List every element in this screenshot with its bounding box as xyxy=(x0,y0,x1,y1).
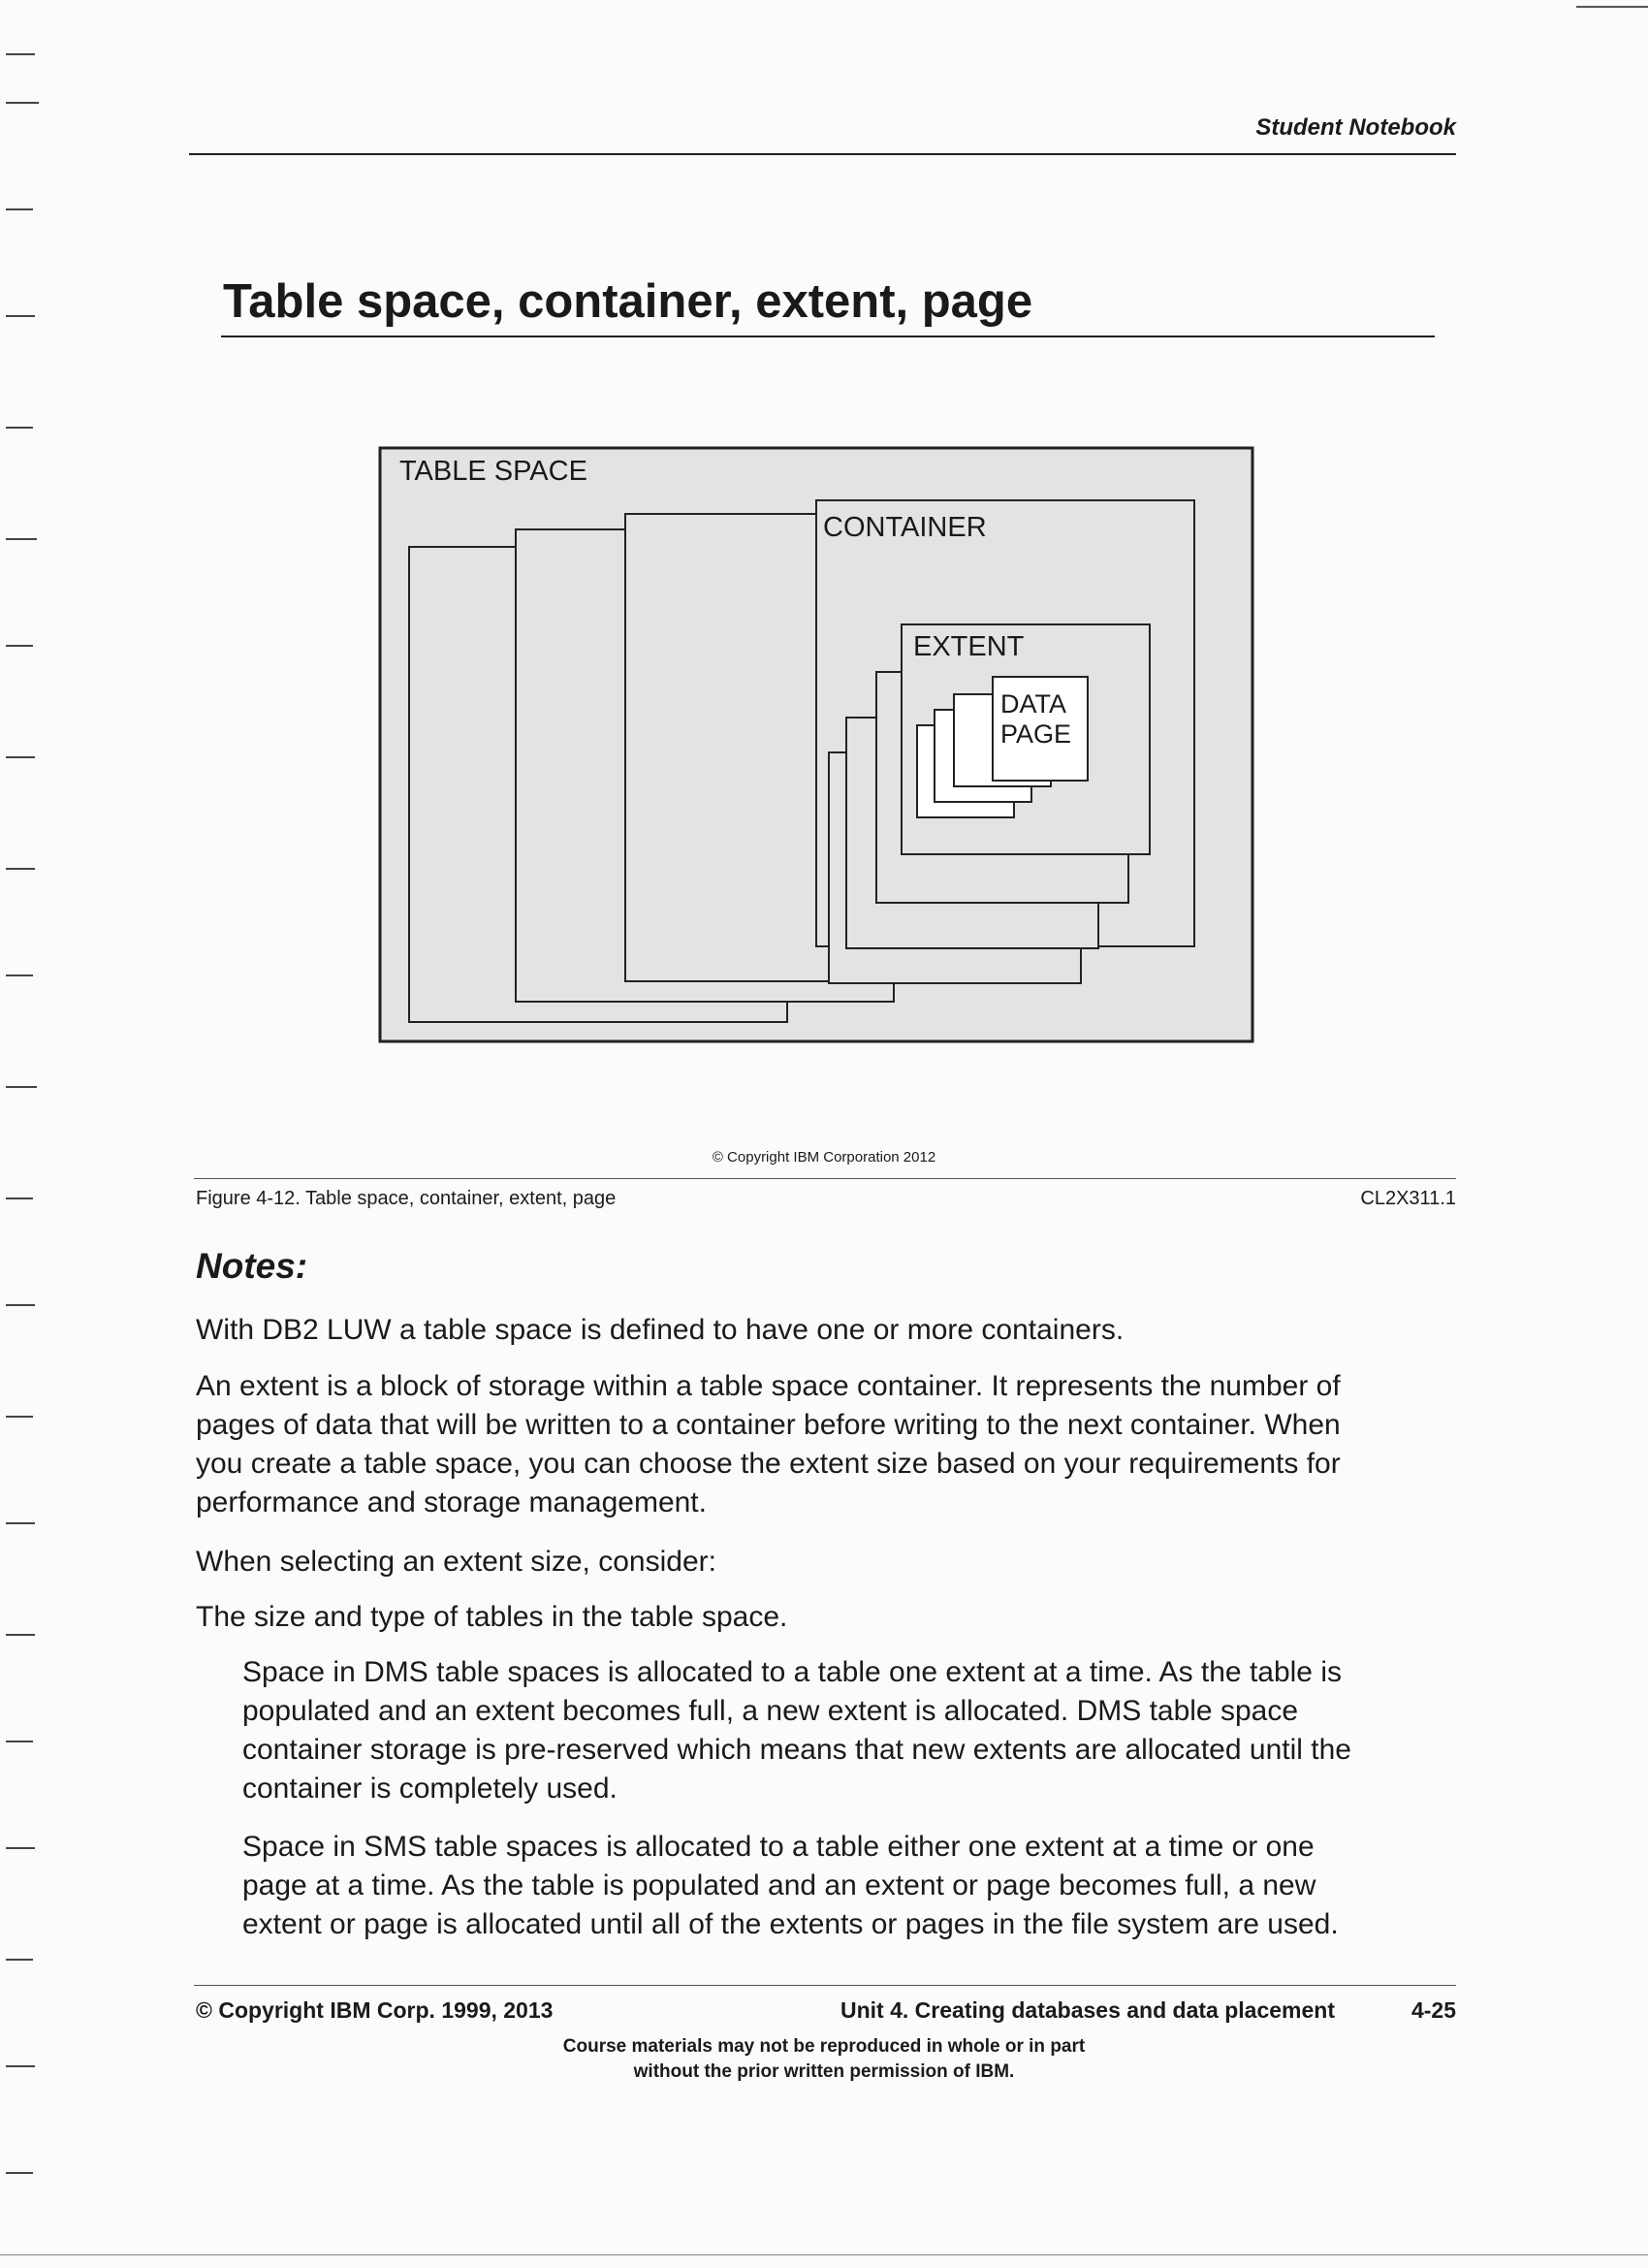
notes-paragraph-5 xyxy=(242,1653,1456,1808)
text-line: populated and an extent becomes full, a new extent is allocated. DMS table space xyxy=(242,1695,1299,1727)
title-rule xyxy=(221,335,1435,337)
figure-copyright: © Copyright IBM Corporation 2012 xyxy=(712,1149,936,1166)
notes-paragraph-6 xyxy=(242,1828,1456,1944)
notes-paragraph-3: When selecting an extent size, consider: xyxy=(196,1546,716,1578)
notes-paragraph-4: The size and type of tables in the table space. xyxy=(196,1601,788,1633)
footer-rule xyxy=(194,1985,1456,1986)
label-container: CONTAINER xyxy=(823,512,987,543)
notebook-header-title: Student Notebook xyxy=(1255,114,1456,141)
bottom-rule xyxy=(0,2254,1648,2255)
label-table-space: TABLE SPACE xyxy=(399,456,587,487)
footer-notice-line1: Course materials may not be reproduced in whole or in part xyxy=(562,2036,1086,2057)
text-line: Space in DMS table spaces is allocated to a table one extent at a time. As the table is xyxy=(242,1656,1342,1688)
caption-rule xyxy=(194,1178,1456,1179)
text-line: An extent is a block of storage within a table space container. It represents the number of xyxy=(196,1370,1341,1402)
notes-paragraph-1: With DB2 LUW a table space is defined to have one or more containers. xyxy=(196,1314,1125,1346)
text-line: you create a table space, you can choose the extent size based on your requirements for xyxy=(196,1448,1341,1480)
text-line: performance and storage management. xyxy=(196,1486,707,1518)
footer-copyright: © Copyright IBM Corp. 1999, 2013 xyxy=(196,1997,554,2023)
label-extent: EXTENT xyxy=(913,631,1025,662)
text-line: pages of data that will be written to a container before writing to the next container. When xyxy=(196,1409,1341,1441)
footer-page-number: 4-25 xyxy=(1410,1997,1456,2023)
notes-heading: Notes: xyxy=(196,1246,308,1286)
figure-id: CL2X311.1 xyxy=(1360,1188,1456,1209)
table-space-diagram xyxy=(378,446,1254,1043)
notes-paragraph-2 xyxy=(196,1367,1456,1522)
text-line: container is completely used. xyxy=(242,1773,618,1805)
binder-margin-marks xyxy=(0,0,58,2268)
diagram-shapes xyxy=(380,448,1252,1041)
corner-rule xyxy=(1576,6,1648,8)
text-line: Space in SMS table spaces is allocated to a table either one extent at a time or one xyxy=(242,1831,1315,1863)
text-line: container storage is pre-reserved which means that new extents are allocated until the xyxy=(242,1734,1351,1766)
page-title: Table space, container, extent, page xyxy=(223,275,1033,328)
footer-unit-title: Unit 4. Creating databases and data placement xyxy=(840,1997,1335,2023)
text-line: page at a time. As the table is populated and an extent or page becomes full, a new xyxy=(242,1869,1316,1901)
label-data-page-line2: PAGE xyxy=(1000,719,1072,749)
figure-caption: Figure 4-12. Table space, container, extent, page xyxy=(196,1188,617,1209)
label-data-page-line1: DATA xyxy=(1000,689,1067,719)
footer-notice-line2: without the prior written permission of IBM. xyxy=(633,2061,1015,2082)
header-rule xyxy=(189,153,1456,155)
text-line: extent or page is allocated until all of the extents or pages in the file system are used. xyxy=(242,1908,1339,1940)
